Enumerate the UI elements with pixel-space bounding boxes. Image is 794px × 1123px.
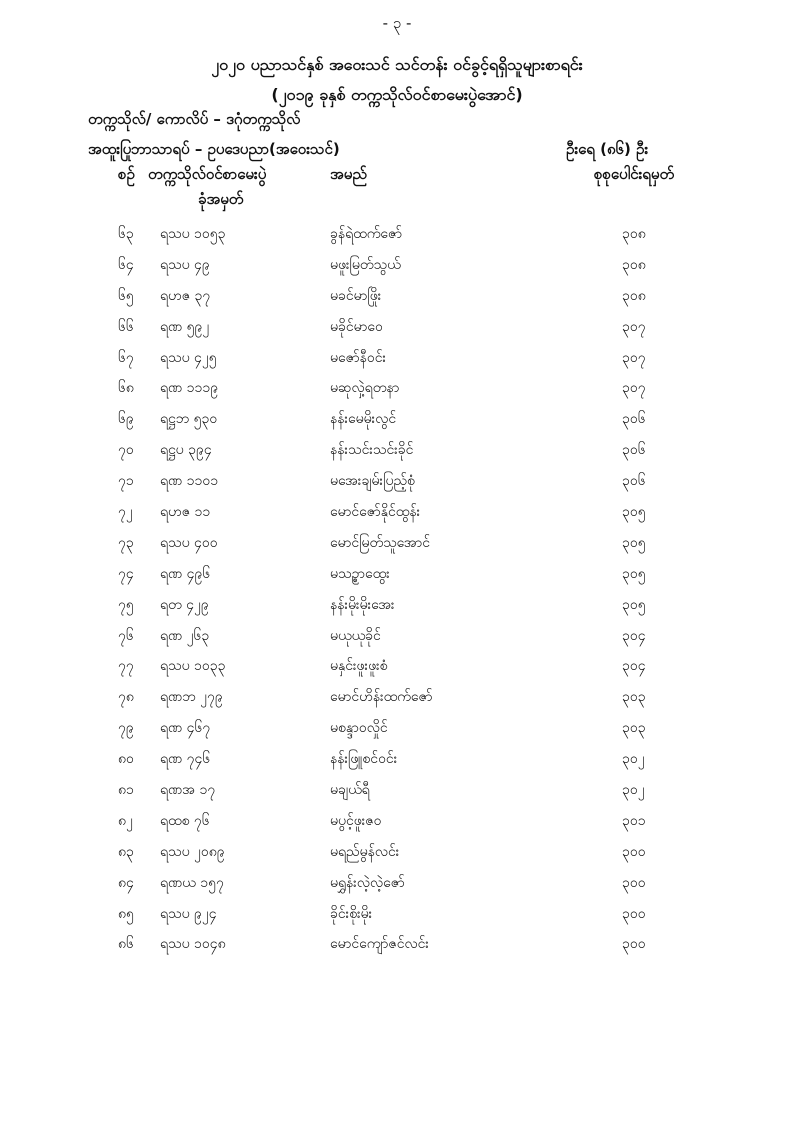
total-marks: ၃၀၇ <box>622 380 646 397</box>
student-name: မရွှန်းလဲ့လဲ့ဇော် <box>330 874 405 891</box>
table-row <box>0 745 794 776</box>
roll-number: ရဋ္ဌဘ ၅၃၀ <box>160 411 218 428</box>
total-marks: ၃၀၂ <box>622 782 645 799</box>
document-title: ၂၀၂၀ ပညာသင်နှစ် အဝေးသင် သင်တန်း ဝင်ခွင့်ရရှိသူများစာရင်း <box>211 55 583 74</box>
student-name: မခိုင်မာဝေ <box>330 318 383 335</box>
total-marks: ၃၀၂ <box>622 751 645 768</box>
student-name: မရည်မွန်လင်း <box>330 843 400 860</box>
student-name: မနှင်းဖူးဖူးစံ <box>330 658 388 675</box>
student-name: မဆုလှဲ့ရတနာ <box>330 380 400 397</box>
table-row <box>0 374 794 405</box>
roll-number: ရသပ ၁၀၅၃ <box>160 226 226 242</box>
header-marks: စုစုပေါင်းရမှတ် <box>594 165 675 183</box>
row-number: ၆၆ <box>118 318 134 335</box>
row-number: ၇၈ <box>118 689 134 706</box>
student-name: မောင်မြတ်သူအောင် <box>330 534 431 551</box>
row-number: ၆၄ <box>118 256 134 273</box>
student-name: နန်းမေမိုးလွင် <box>330 411 397 428</box>
roll-number: ရဋ္ဌပ ၃၉၄ <box>160 442 212 459</box>
student-name: မပွင့်ဖူးဇ၀ <box>330 812 382 829</box>
student-name: မောင်ကျော်ဇင်လင်း <box>330 936 429 953</box>
table-row <box>0 776 794 807</box>
table-row <box>0 900 794 931</box>
table-row <box>0 498 794 529</box>
row-number: ၇၆ <box>118 627 134 644</box>
roll-number: ရဟဇ ၁၁ <box>160 504 211 521</box>
table-row <box>0 683 794 714</box>
total-marks: ၃၀၈ <box>622 256 646 273</box>
student-name: နန်းဖြူစင်ဝင်း <box>330 751 398 768</box>
table-row <box>0 220 794 251</box>
student-name: မသဥ္စာထွေး <box>330 565 390 582</box>
row-number: ၈၅ <box>118 905 134 922</box>
total-marks: ၃၀၀ <box>622 874 646 891</box>
total-marks: ၃၀၀ <box>622 905 646 922</box>
row-number: ၇၂ <box>118 504 133 521</box>
roll-number: ရဏ ၄၉၆ <box>160 565 211 582</box>
student-name: မခင်မာဖြိုး <box>330 287 382 304</box>
header-name: အမည် <box>330 165 367 183</box>
table-row <box>0 838 794 869</box>
table-row <box>0 560 794 591</box>
header-roll: တက္ကသိုလ်ဝင်စာမေးပွဲ <box>148 165 267 183</box>
student-name: မောင်ဇော်နိုင်ထွန်း <box>330 504 421 521</box>
row-number: ၈၆ <box>118 936 134 953</box>
total-marks: ၃၀၆ <box>622 411 646 428</box>
row-number: ၈၄ <box>118 874 134 891</box>
roll-number: ရဟဇ ၃၇ <box>160 287 211 304</box>
subject-line: အထူးပြုဘာသာရပ် – ဥပဒေပညာ(အဝေးသင်) <box>88 140 340 158</box>
student-name: မချယ်ရီ <box>330 782 370 799</box>
university-line: တက္ကသိုလ်/ ကောလိပ် – ‌ဒဂုံတက္ကသိုလ် <box>88 110 301 128</box>
total-marks: ၃၀၈ <box>622 226 646 242</box>
row-number: ၈၁ <box>118 782 134 799</box>
student-name: ခွန်ရဲထက်ဇော် <box>330 226 403 242</box>
student-name: နန်းသင်းသင်းခိုင် <box>330 442 414 459</box>
page-number: - ၃ - <box>382 14 412 32</box>
table-row <box>0 436 794 467</box>
table-row <box>0 869 794 900</box>
row-number: ၆၉ <box>118 411 134 428</box>
roll-number: ရဏ ၅၉၂ <box>160 318 210 335</box>
roll-number: ရသပ ၄၉ <box>160 256 210 273</box>
roll-number: ရဏ ၂၆၃ <box>160 627 210 644</box>
roll-number: ရသပ ၄၂၅ <box>160 349 217 366</box>
row-number: ၆၇ <box>118 349 134 366</box>
total-marks: ၃၀၇ <box>622 318 646 335</box>
student-name: မယုယုခိုင် <box>330 627 381 644</box>
row-number: ၈၀ <box>118 751 134 768</box>
row-number: ၆၅ <box>118 287 134 304</box>
total-marks: ၃၀၅ <box>622 534 646 551</box>
student-name: နန်းမိုးမိုးအေး <box>330 596 395 613</box>
header-roll-sub: ခုံအမှတ် <box>198 190 244 208</box>
total-marks: ၃၀၃ <box>622 720 646 737</box>
table-row <box>0 529 794 560</box>
roll-number: ရဏ ၁၁၀၁ <box>160 473 219 490</box>
total-marks: ၃၀၆ <box>622 473 646 490</box>
total-marks: ၃၀၆ <box>622 442 646 459</box>
total-marks: ၃၀၈ <box>622 287 646 304</box>
row-number: ၇၅ <box>118 596 134 613</box>
row-number: ၇၉ <box>118 720 134 737</box>
table-row <box>0 591 794 622</box>
count-label: ဦးရေ (၈၆) ဦး <box>566 140 649 158</box>
row-number: ၆၈ <box>118 380 134 397</box>
student-name: မစန္ဒာဝလှိုင် <box>330 720 388 737</box>
student-name: ခိုင်းစိုးမိုး <box>330 905 373 922</box>
table-row <box>0 652 794 683</box>
table-row <box>0 251 794 282</box>
student-name: မဇော်နီဝင်း <box>330 349 387 366</box>
roll-number: ရသပ ၂၀၈၉ <box>160 843 225 860</box>
table-row <box>0 714 794 745</box>
table-row <box>0 930 794 961</box>
total-marks: ၃၀၃ <box>622 689 646 706</box>
results-list <box>0 220 794 961</box>
table-row <box>0 405 794 436</box>
roll-number: ရသပ ၁၀၃၃ <box>160 658 226 675</box>
roll-number: ရဏ ၇၄၆ <box>160 751 211 768</box>
total-marks: ၃၀၇ <box>622 349 646 366</box>
roll-number: ရဏဘ ၂၇၉ <box>160 689 223 706</box>
total-marks: ၃၀၀ <box>622 843 646 860</box>
table-row <box>0 622 794 653</box>
total-marks: ၃၀၅ <box>622 596 646 613</box>
row-number: ၇၀ <box>118 442 134 459</box>
total-marks: ၃၀၅ <box>622 565 646 582</box>
total-marks: ၃၀၄ <box>622 627 646 644</box>
student-name: မောင်ဟိန်းထက်ဇော် <box>330 689 433 706</box>
row-number: ၆၃ <box>118 226 134 242</box>
roll-number: ရသပ ၁၀၄၈ <box>160 936 226 953</box>
roll-number: ရထစ ၇၆ <box>160 812 210 829</box>
row-number: ၇၃ <box>118 534 134 551</box>
roll-number: ရဏယ ၁၅၇ <box>160 874 224 891</box>
table-row <box>0 807 794 838</box>
total-marks: ၃၀၀ <box>622 936 646 953</box>
row-number: ၈၃ <box>118 843 134 860</box>
header-no: စဉ် <box>118 165 135 183</box>
row-number: ၇၄ <box>118 565 134 582</box>
roll-number: ရသပ ၄၀၀ <box>160 534 218 551</box>
roll-number: ရသပ ၉၂၄ <box>160 905 217 922</box>
table-row <box>0 467 794 498</box>
roll-number: ရဏ ၄၆၇ <box>160 720 211 737</box>
roll-number: ရဏအ ၁၇ <box>160 782 216 799</box>
total-marks: ၃၀၅ <box>622 504 646 521</box>
row-number: ၇၁ <box>118 473 134 490</box>
roll-number: ရတ ၄၂၉ <box>160 596 209 613</box>
roll-number: ရဏ ၁၁၁၉ <box>160 380 219 397</box>
table-row <box>0 282 794 313</box>
student-name: မအေးချမ်းပြည့်စုံ <box>330 473 415 490</box>
total-marks: ၃၀၁ <box>622 812 646 829</box>
row-number: ၈၂ <box>118 812 133 829</box>
student-name: မဖူးမြတ်သွယ် <box>330 256 401 273</box>
document-subtitle: (၂၀၁၉ ခုနှစ် တက္ကသိုလ်ဝင်စာမေးပွဲအောင်) <box>271 85 523 104</box>
row-number: ၇၇ <box>118 658 134 675</box>
table-row <box>0 344 794 375</box>
total-marks: ၃၀၄ <box>622 658 646 675</box>
table-row <box>0 313 794 344</box>
